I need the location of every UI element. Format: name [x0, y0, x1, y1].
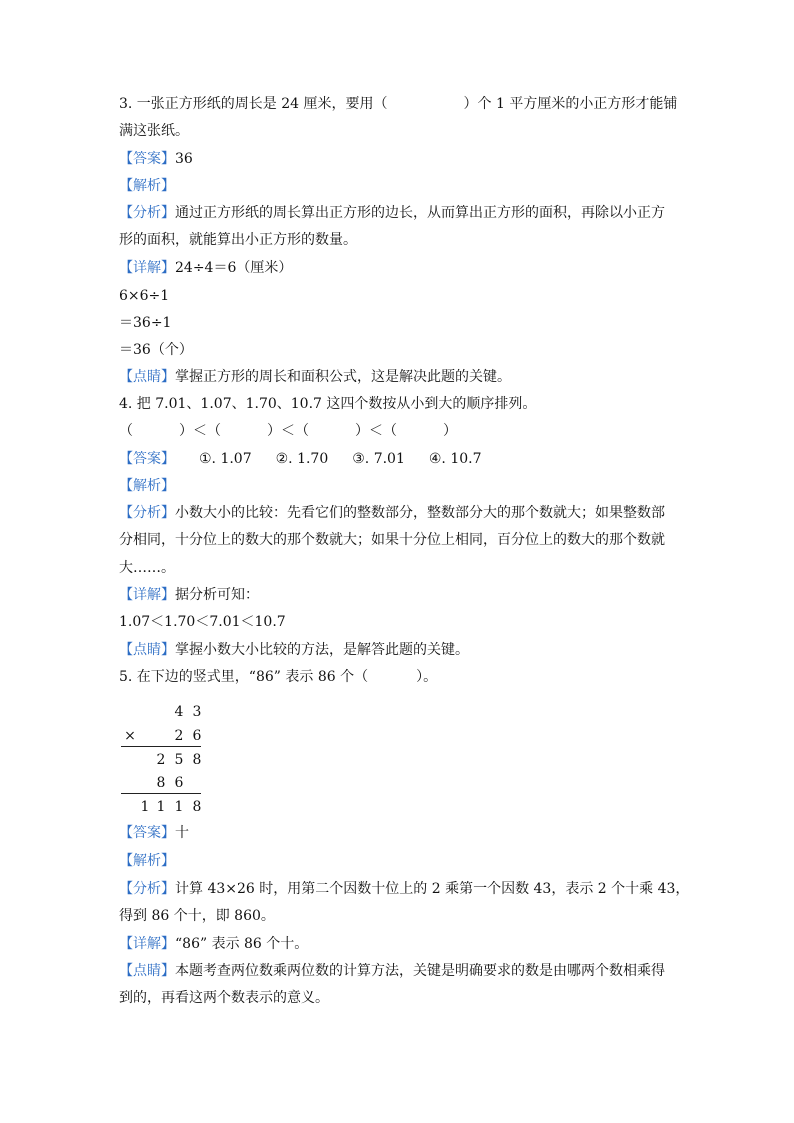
- q5-dianjing-line1: 【点睛】本题考查两位数乘两位数的计算方法，关键是明确要求的数是由哪两个数相乘得: [119, 963, 665, 979]
- vm-row-partial-2: [119, 773, 209, 793]
- q5-answer: [119, 823, 189, 843]
- vm-digit: 8: [156, 775, 166, 791]
- answer-tag: 【答案】: [119, 451, 175, 467]
- vm-digit: 1: [174, 799, 184, 815]
- q3-answer: [119, 149, 193, 169]
- q4-fenxi-line1: 【分析】小数大小的比较：先看它们的整数部分，整数部分大的那个数就大；如果整数部: [119, 505, 665, 521]
- answer-tag: 【答案】: [119, 825, 175, 841]
- xiangjie-tag: 【详解】: [119, 260, 175, 276]
- q5-jiexi-tag: 【解析】: [119, 853, 175, 869]
- q4-answer: [119, 449, 482, 469]
- dianjing-tag: 【点睛】: [119, 642, 175, 658]
- dianjing-tag: 【点睛】: [119, 963, 175, 979]
- vm-digit: 1: [156, 799, 166, 815]
- q3-stem-line1: [119, 94, 677, 114]
- q4-fenxi-line2: 分相同，十分位上的数大的那个数就大；如果十分位上相同，百分位上的数大的那个数就: [119, 532, 665, 548]
- q4-fenxi-line3: 大……。: [119, 560, 175, 576]
- vertical-multiplication: [119, 700, 209, 820]
- q3-xiangjie-line1: 【详解】24÷4＝6（厘米）: [119, 260, 293, 276]
- q3-dianjing: 【点睛】掌握正方形的周长和面积公式，这是解决此题的关键。: [119, 369, 511, 385]
- vm-row-multiplier: [119, 726, 209, 746]
- q4-answer-4: ④. 10.7: [428, 451, 482, 467]
- q5-answer-value: 十: [175, 825, 189, 841]
- vm-digit: 8: [192, 799, 202, 815]
- q4-dianjing: 【点睛】掌握小数大小比较的方法，是解答此题的关键。: [119, 642, 469, 658]
- vm-rule-1: [121, 746, 201, 747]
- q4-answer-2: ②. 1.70: [275, 451, 329, 467]
- vm-digit: 2: [174, 728, 184, 744]
- vm-digit: 4: [174, 704, 184, 720]
- q3-fenxi-line2: 形的面积，就能算出小正方形的数量。: [119, 232, 357, 248]
- vm-digit: 1: [140, 799, 150, 815]
- vm-digit: 2: [156, 752, 166, 768]
- q5-dianjing-line2: 到的，再看这两个数表示的意义。: [119, 990, 329, 1006]
- q3-calc-line1: 6×6÷1: [119, 288, 170, 304]
- vm-row-partial-1: [119, 750, 209, 770]
- q4-blanks: （ ）＜（ ）＜（ ）＜（ ）: [119, 423, 457, 439]
- q4-answer-3: ③. 7.01: [352, 451, 405, 467]
- xiangjie-tag: 【详解】: [119, 936, 175, 952]
- vm-digit: 6: [174, 775, 184, 791]
- q5-stem: 5. 在下边的竖式里，“86” 表示 86 个（ ）。: [119, 669, 438, 685]
- vm-row-product: [119, 797, 209, 817]
- fenxi-tag: 【分析】: [119, 505, 175, 521]
- vm-digit: 3: [192, 704, 202, 720]
- q3-jiexi-tag: 【解析】: [119, 178, 175, 194]
- q4-answer-1: ①. 1.07: [199, 451, 252, 467]
- q4-xiangjie-line2: 1.07＜1.70＜7.01＜10.7: [119, 614, 286, 630]
- q3-calc-line2: ＝36÷1: [119, 315, 172, 331]
- q3-calc-line3: ＝36（个）: [119, 342, 193, 358]
- q5-fenxi-line1: 【分析】计算 43×26 时，用第二个因数十位上的 2 乘第一个因数 43，表示 2 个十乘 43，: [119, 881, 690, 897]
- vm-row-multiplicand: [119, 702, 209, 722]
- q3-stem-part1: 3. 一张正方形纸的周长是 24 厘米，要用（: [119, 96, 388, 112]
- vm-digit: 8: [192, 752, 202, 768]
- vm-digit: 6: [192, 728, 202, 744]
- fenxi-tag: 【分析】: [119, 205, 175, 221]
- dianjing-tag: 【点睛】: [119, 369, 175, 385]
- vm-digit: 5: [174, 752, 184, 768]
- q4-stem: 4. 把 7.01、1.07、1.70、10.7 这四个数按从小到大的顺序排列。: [119, 396, 537, 412]
- vm-times-sign: ×: [124, 728, 136, 744]
- q3-answer-value: 36: [175, 151, 193, 167]
- q4-jiexi-tag: 【解析】: [119, 478, 175, 494]
- q5-fenxi-line2: 得到 86 个十，即 860。: [119, 908, 275, 924]
- q4-xiangjie-line1: 【详解】据分析可知：: [119, 587, 259, 603]
- xiangjie-tag: 【详解】: [119, 587, 175, 603]
- answer-tag: 【答案】: [119, 151, 175, 167]
- q3-stem-line2: 满这张纸。: [119, 123, 189, 139]
- q3-fenxi-line1: 【分析】通过正方形纸的周长算出正方形的边长，从而算出正方形的面积，再除以小正方: [119, 205, 665, 221]
- vm-rule-2: [121, 793, 201, 794]
- q3-stem-part2: ）个 1 平方厘米的小正方形才能铺: [463, 96, 678, 112]
- q5-xiangjie-line1: 【详解】“86” 表示 86 个十。: [119, 936, 309, 952]
- fenxi-tag: 【分析】: [119, 881, 175, 897]
